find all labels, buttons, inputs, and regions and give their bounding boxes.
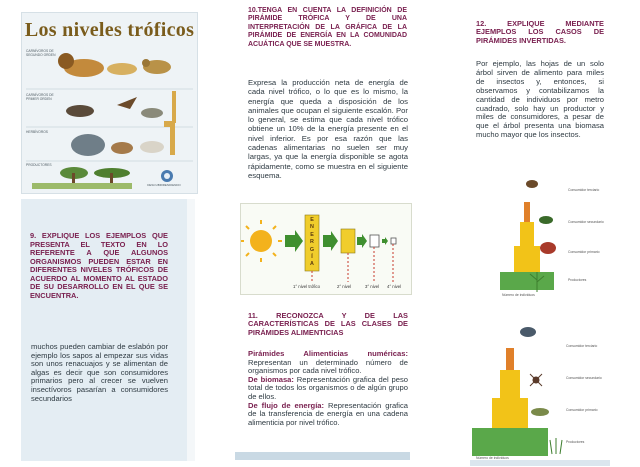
inverted-pyramid-2: Consumidor terciario Consumidor secundario Consumidor primario Productores Número de individuos bbox=[470, 318, 610, 460]
pyramid-type-numeric: Pirámides Alimenticias numéricas: Representan un determinado número de organismos por cada nivel trófico. bbox=[248, 349, 408, 376]
panel-edge bbox=[187, 199, 195, 461]
sun-icon bbox=[241, 220, 282, 262]
spider-icon bbox=[530, 374, 542, 386]
inverted-pyramid-1: Consumidor terciario Consumidor secundario Consumidor primario Productores Número de individuos bbox=[492, 172, 610, 302]
trophic-levels-illustration bbox=[21, 12, 198, 194]
grasshopper-icon bbox=[531, 408, 549, 416]
energy-flow-graphic bbox=[241, 204, 411, 294]
logo-text: DESCUBRIRENDIENDO bbox=[147, 183, 181, 187]
bug-icon bbox=[540, 242, 556, 254]
band-label-carnivores-1: CARNÍVOROS DE PRIMER ORDEN bbox=[26, 93, 54, 101]
bird-icon bbox=[520, 327, 536, 337]
bird-icon bbox=[526, 180, 538, 188]
band-label-herbivores: HERBÍVOROS bbox=[26, 130, 48, 134]
energy-letters: E N E R G Í A bbox=[309, 217, 315, 268]
band-label-producers: PRODUCTORES bbox=[26, 163, 52, 167]
question-12-answer: Por ejemplo, las hojas de un solo árbol sirven de alimento para miles de insectos y, entonces, si observamos y contabilizamos la cantidad de individuos por metro cuadrado, solo hay un productor y miles de consumidores, a pesar de que el árbol presenta una biomasa mucho mayor que los insectos. bbox=[476, 59, 604, 140]
band-label-carnivores-2: CARNÍVOROS DE SEGUNDO ORDEN bbox=[26, 49, 56, 57]
question-11-answer bbox=[248, 350, 408, 427]
question-9-answer: muchos pueden cambiar de eslabón por ejemplo los sapos al empezar sus vidas son unos renacuajos y se alimentan de algas es decir que son consumidores primarios pero al crecer se vuelven insectívoros pasarían a consumidores secundarios bbox=[31, 342, 168, 403]
question-9-heading: 9. EXPLIQUE LOS EJEMPLOS QUE PRESENTA EL TEXTO EN LO REFERENTE A QUE ALGUNOS ORGANISMOS PUEDEN ESTAR EN DIFERENTES NIVELES TRÓFICOS DE ACUERDO AL MOMENTO AL ESTADO DE SU DESARROLLO EN EL QUE SE ENCUENTRA. bbox=[30, 231, 168, 300]
level-label-1: 1° nivel trófico bbox=[293, 284, 321, 289]
question-10-heading: 10.TENGA EN CUENTA LA DEFINICIÓN DE PIRÁMIDE TRÓFICA Y DE UNA INTERPRETACIÓN DE LA GRÁFICA DE LA PIRÁMIDE DE ENERGÍA EN LA COMUNIDAD ACUÁTICA QUE SE MUESTRA. bbox=[248, 7, 407, 48]
question-10-answer: Expresa la producción neta de energía de cada nivel trófico, o lo que es lo mismo, la energía que queda a disposición de los animales que ocupan el siguiente escalón. Por lo general, se estima que cada nivel trófico obtiene un 10% de la energía presente en el nivel inferior. Es por esa razón que las cadenas alimentarias no suelen ser muy largas, ya que la energía disponible se agota rápidamente, como se muestra en el siguiente esquema. bbox=[248, 78, 408, 180]
pyramid-type-energy: De flujo de energía: Representación grafica de la transferencia de energía en una cadena alimenticia por nivel trófico. bbox=[248, 400, 409, 427]
energy-pyramid-diagram bbox=[240, 203, 412, 295]
pyramid-type-biomass: De biomasa: Representación grafica del peso total de todos los organismos o de algún grupo de ellos. bbox=[248, 374, 408, 401]
footer-bar bbox=[235, 452, 410, 460]
mantis-icon bbox=[539, 216, 553, 224]
grass-icon bbox=[550, 438, 562, 454]
level-label-3: 3° nivel bbox=[365, 284, 380, 289]
level-label-2: 2° nivel bbox=[337, 284, 352, 289]
illustration-title: Los niveles tróficos bbox=[24, 19, 195, 41]
footer-bar-right bbox=[470, 460, 610, 466]
level-label-4: 4° nivel bbox=[387, 284, 402, 289]
question-12-heading: 12. EXPLIQUE MEDIANTE EJEMPLOS LOS CASOS DE PIRÁMIDES INVERTIDAS. bbox=[476, 19, 604, 45]
question-11-heading: 11. RECONOZCA Y DE LAS CARACTERÍSTICAS DE LAS CLASES DE PIRÁMIDES ALIMENTICIAS bbox=[248, 311, 408, 337]
